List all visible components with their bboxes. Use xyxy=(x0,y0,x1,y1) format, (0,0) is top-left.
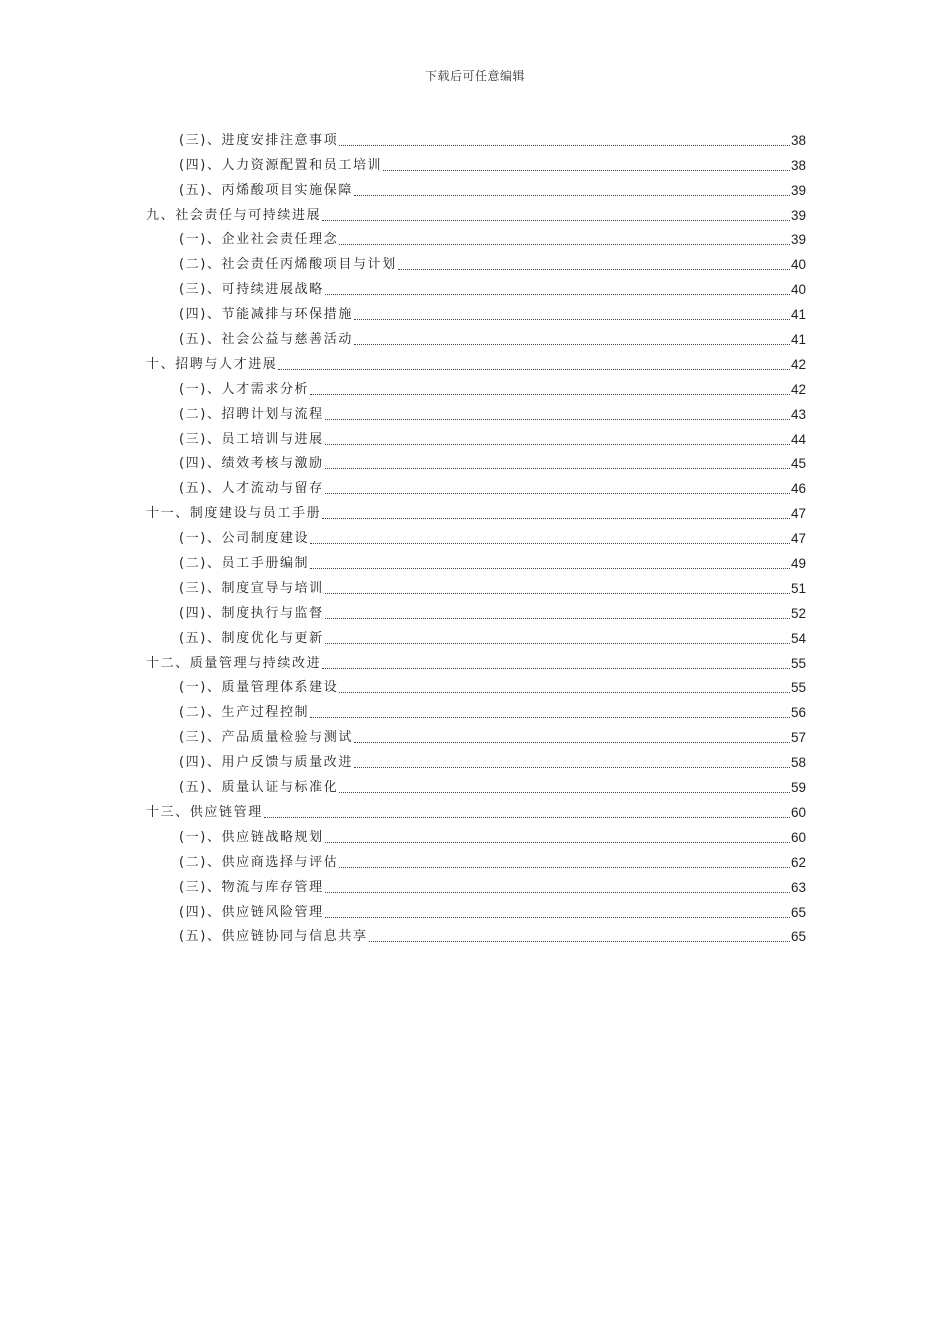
toc-entry-page-number: 54 xyxy=(790,630,806,646)
toc-dot-leader xyxy=(325,917,790,918)
toc-dot-leader xyxy=(354,767,790,768)
toc-chapter-entry[interactable] xyxy=(146,349,806,374)
toc-dot-leader xyxy=(339,867,790,868)
toc-dot-leader xyxy=(310,717,790,718)
toc-dot-leader xyxy=(339,244,790,245)
toc-section-entry[interactable] xyxy=(146,150,806,175)
toc-entry-page-number: 57 xyxy=(790,730,806,746)
toc-entry-label: (四)、节能减排与环保措施 xyxy=(179,307,353,323)
toc-dot-leader xyxy=(369,941,790,942)
toc-section-entry[interactable] xyxy=(146,747,806,772)
toc-chapter-entry[interactable] xyxy=(146,648,806,673)
toc-entry-page-number: 40 xyxy=(790,282,806,298)
toc-dot-leader xyxy=(325,593,790,594)
toc-entry-page-number: 55 xyxy=(790,655,806,671)
toc-entry-label: (二)、社会责任丙烯酸项目与计划 xyxy=(179,257,397,273)
toc-entry-page-number: 59 xyxy=(790,780,806,796)
toc-section-entry[interactable] xyxy=(146,249,806,274)
page-header: 下载后可任意编辑 xyxy=(424,69,525,83)
toc-entry-label: (三)、可持续进展战略 xyxy=(179,282,324,298)
toc-chapter-entry[interactable] xyxy=(146,797,806,822)
toc-dot-leader xyxy=(325,493,790,494)
toc-entry-page-number: 65 xyxy=(790,904,806,920)
table-of-contents xyxy=(146,125,806,946)
toc-entry-label: 十三、供应链管理 xyxy=(146,804,263,820)
toc-entry-page-number: 56 xyxy=(790,705,806,721)
toc-dot-leader xyxy=(339,145,790,146)
toc-section-entry[interactable] xyxy=(146,399,806,424)
toc-entry-page-number: 38 xyxy=(790,132,806,148)
toc-entry-label: (一)、公司制度建设 xyxy=(179,531,310,547)
toc-entry-label: (一)、人才需求分析 xyxy=(179,381,310,397)
toc-dot-leader xyxy=(325,842,790,843)
toc-entry-label: (四)、制度执行与监督 xyxy=(179,605,324,621)
toc-section-entry[interactable] xyxy=(146,822,806,847)
toc-section-entry[interactable] xyxy=(146,673,806,698)
toc-dot-leader xyxy=(322,518,790,519)
toc-dot-leader xyxy=(354,742,790,743)
toc-entry-page-number: 52 xyxy=(790,605,806,621)
toc-dot-leader xyxy=(310,394,790,395)
toc-entry-label: (一)、质量管理体系建设 xyxy=(179,680,339,696)
toc-entry-page-number: 40 xyxy=(790,257,806,273)
toc-section-entry[interactable] xyxy=(146,548,806,573)
toc-dot-leader xyxy=(322,220,790,221)
toc-entry-page-number: 47 xyxy=(790,506,806,522)
toc-section-entry[interactable] xyxy=(146,473,806,498)
toc-dot-leader xyxy=(310,568,790,569)
toc-entry-page-number: 65 xyxy=(790,929,806,945)
toc-entry-page-number: 44 xyxy=(790,431,806,447)
toc-section-entry[interactable] xyxy=(146,274,806,299)
toc-section-entry[interactable] xyxy=(146,175,806,200)
toc-entry-page-number: 58 xyxy=(790,755,806,771)
toc-entry-page-number: 39 xyxy=(790,182,806,198)
toc-entry-page-number: 62 xyxy=(790,854,806,870)
toc-entry-label: (五)、供应链协同与信息共享 xyxy=(179,929,368,945)
toc-entry-label: (二)、招聘计划与流程 xyxy=(179,406,324,422)
toc-section-entry[interactable] xyxy=(146,872,806,897)
toc-dot-leader xyxy=(325,643,790,644)
toc-chapter-entry[interactable] xyxy=(146,498,806,523)
toc-section-entry[interactable] xyxy=(146,598,806,623)
toc-section-entry[interactable] xyxy=(146,623,806,648)
toc-entry-page-number: 45 xyxy=(790,456,806,472)
toc-entry-label: (四)、人力资源配置和员工培训 xyxy=(179,157,383,173)
toc-entry-label: 九、社会责任与可持续进展 xyxy=(146,207,322,223)
toc-entry-page-number: 47 xyxy=(790,531,806,547)
toc-section-entry[interactable] xyxy=(146,922,806,947)
toc-section-entry[interactable] xyxy=(146,299,806,324)
toc-entry-page-number: 39 xyxy=(790,207,806,223)
toc-section-entry[interactable] xyxy=(146,722,806,747)
toc-entry-label: (四)、用户反馈与质量改进 xyxy=(179,755,353,771)
toc-dot-leader xyxy=(278,369,790,370)
toc-entry-page-number: 41 xyxy=(790,307,806,323)
toc-entry-label: (五)、质量认证与标准化 xyxy=(179,780,339,796)
toc-dot-leader xyxy=(354,344,790,345)
toc-chapter-entry[interactable] xyxy=(146,200,806,225)
toc-entry-label: (三)、进度安排注意事项 xyxy=(179,132,339,148)
toc-entry-label: (四)、绩效考核与激励 xyxy=(179,456,324,472)
toc-section-entry[interactable] xyxy=(146,897,806,922)
toc-section-entry[interactable] xyxy=(146,449,806,474)
toc-dot-leader xyxy=(354,195,790,196)
toc-dot-leader xyxy=(325,618,790,619)
toc-entry-label: (四)、供应链风险管理 xyxy=(179,904,324,920)
toc-entry-page-number: 63 xyxy=(790,879,806,895)
toc-entry-label: (三)、员工培训与进展 xyxy=(179,431,324,447)
toc-entry-label: 十一、制度建设与员工手册 xyxy=(146,506,322,522)
toc-entry-label: (五)、社会公益与慈善活动 xyxy=(179,332,353,348)
toc-entry-label: (三)、物流与库存管理 xyxy=(179,879,324,895)
toc-entry-label: 十、招聘与人才进展 xyxy=(146,356,278,372)
toc-dot-leader xyxy=(325,892,790,893)
toc-entry-page-number: 51 xyxy=(790,580,806,596)
toc-entry-page-number: 60 xyxy=(790,804,806,820)
toc-entry-label: (一)、企业社会责任理念 xyxy=(179,232,339,248)
toc-section-entry[interactable] xyxy=(146,125,806,150)
toc-entry-page-number: 60 xyxy=(790,829,806,845)
toc-dot-leader xyxy=(325,294,790,295)
toc-entry-page-number: 41 xyxy=(790,332,806,348)
toc-entry-label: (二)、员工手册编制 xyxy=(179,556,310,572)
toc-dot-leader xyxy=(322,668,790,669)
toc-dot-leader xyxy=(339,692,790,693)
toc-entry-page-number: 46 xyxy=(790,481,806,497)
toc-section-entry[interactable] xyxy=(146,324,806,349)
toc-entry-page-number: 55 xyxy=(790,680,806,696)
toc-entry-label: (三)、产品质量检验与测试 xyxy=(179,730,353,746)
toc-entry-label: (五)、丙烯酸项目实施保障 xyxy=(179,182,353,198)
toc-section-entry[interactable] xyxy=(146,424,806,449)
toc-entry-page-number: 39 xyxy=(790,232,806,248)
toc-dot-leader xyxy=(354,319,790,320)
toc-entry-label: (一)、供应链战略规划 xyxy=(179,829,324,845)
toc-section-entry[interactable] xyxy=(146,697,806,722)
toc-entry-label: (二)、生产过程控制 xyxy=(179,705,310,721)
toc-section-entry[interactable] xyxy=(146,772,806,797)
toc-entry-label: (二)、供应商选择与评估 xyxy=(179,854,339,870)
toc-entry-page-number: 42 xyxy=(790,381,806,397)
toc-dot-leader xyxy=(310,543,790,544)
toc-dot-leader xyxy=(325,468,790,469)
toc-dot-leader xyxy=(325,444,790,445)
toc-section-entry[interactable] xyxy=(146,225,806,250)
toc-entry-label: 十二、质量管理与持续改进 xyxy=(146,655,322,671)
toc-entry-page-number: 49 xyxy=(790,556,806,572)
toc-dot-leader xyxy=(325,419,790,420)
toc-entry-label: (三)、制度宣导与培训 xyxy=(179,580,324,596)
toc-section-entry[interactable] xyxy=(146,374,806,399)
toc-entry-page-number: 42 xyxy=(790,356,806,372)
toc-entry-page-number: 43 xyxy=(790,406,806,422)
toc-dot-leader xyxy=(383,170,790,171)
toc-entry-label: (五)、制度优化与更新 xyxy=(179,630,324,646)
toc-section-entry[interactable] xyxy=(146,523,806,548)
toc-dot-leader xyxy=(264,817,790,818)
toc-dot-leader xyxy=(339,792,790,793)
toc-dot-leader xyxy=(398,269,790,270)
toc-section-entry[interactable] xyxy=(146,573,806,598)
toc-entry-label: (五)、人才流动与留存 xyxy=(179,481,324,497)
toc-entry-page-number: 38 xyxy=(790,157,806,173)
toc-section-entry[interactable] xyxy=(146,847,806,872)
